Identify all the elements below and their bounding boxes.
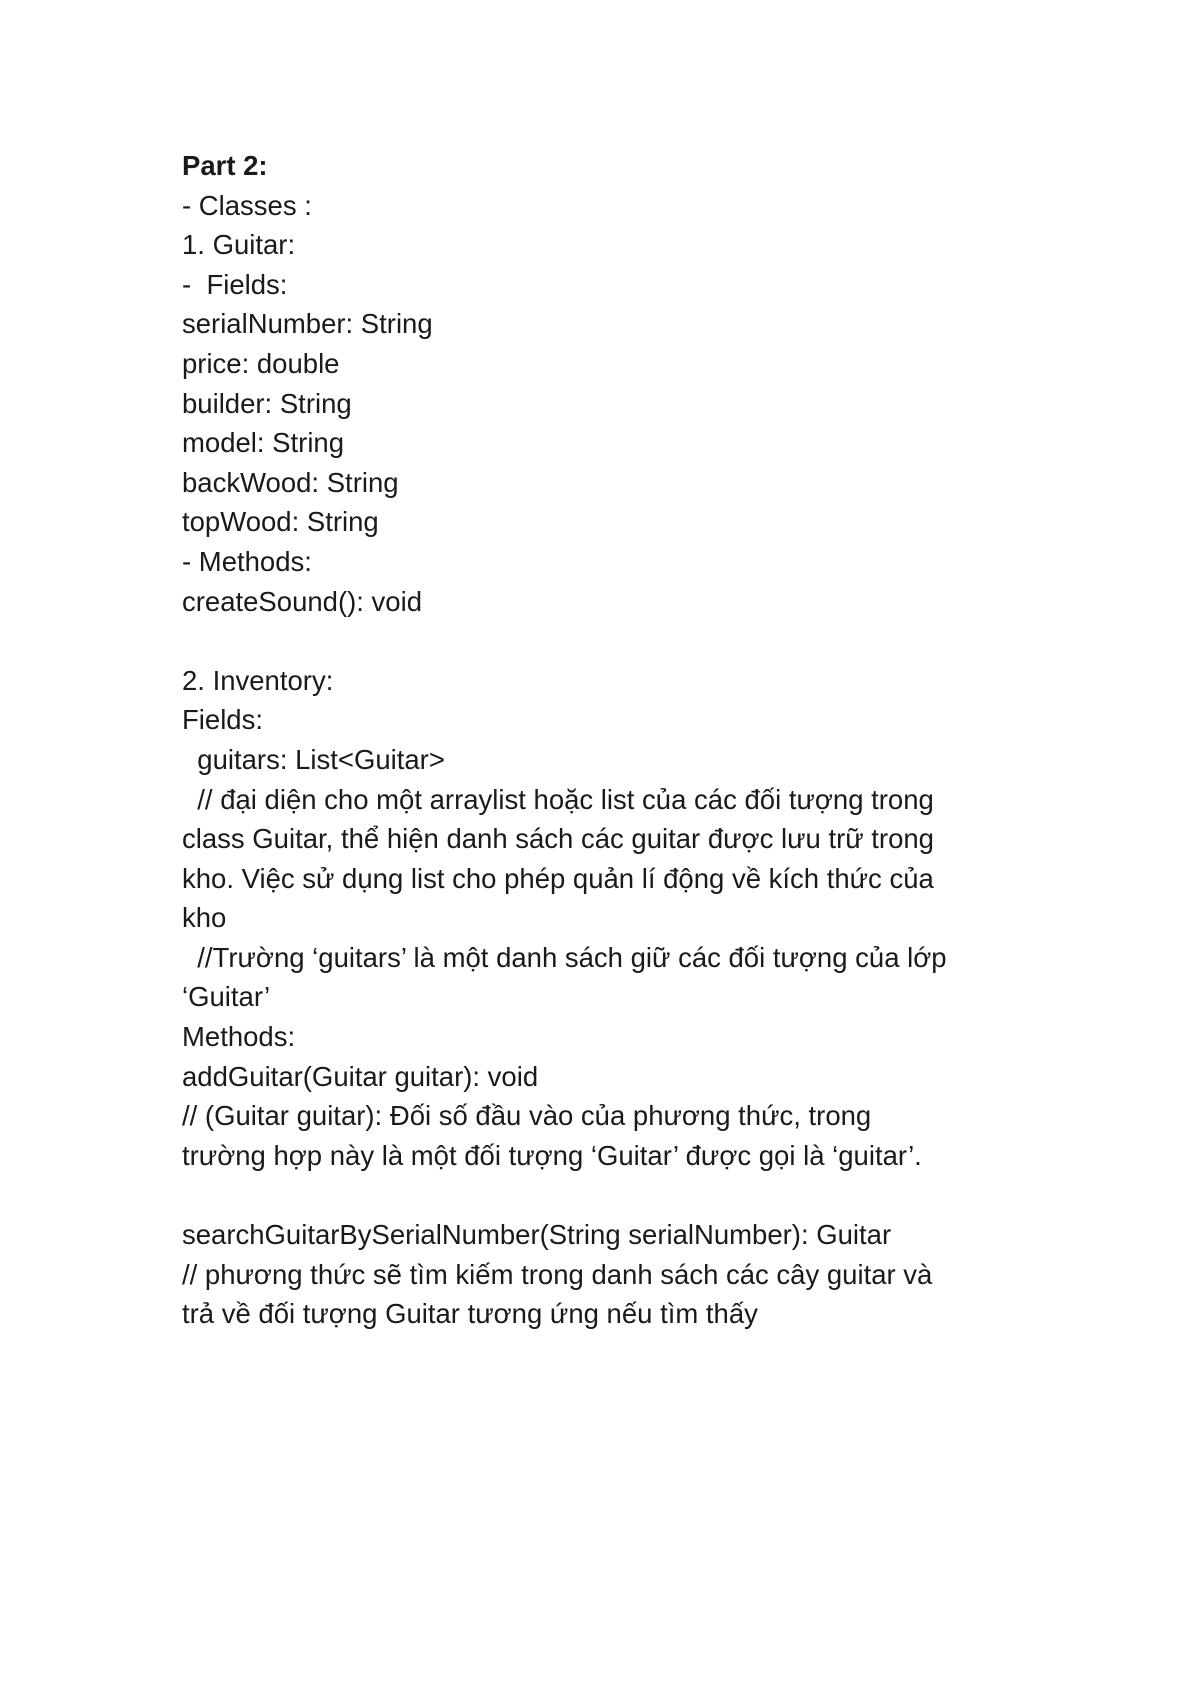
guitar-method: createSound(): void: [182, 585, 422, 617]
guitar-field: serialNumber: String: [182, 308, 433, 340]
blank-line: [182, 621, 1042, 661]
inventory-method-search: searchGuitarBySerialNumber(String serialNumber): Guitar: [182, 1219, 892, 1251]
guitar-class-title: 1. Guitar:: [182, 229, 296, 261]
guitar-field: topWood: String: [182, 506, 379, 538]
inventory-comment-line: kho. Việc sử dụng list cho phép quản lí động về kích thức của: [182, 862, 934, 894]
inventory-comment-line: kho: [182, 902, 227, 934]
inventory-comment-line: // (Guitar guitar): Đối số đầu vào của phương thức, trong: [182, 1100, 872, 1132]
document-body: [182, 146, 1042, 1334]
blank-line: [182, 1175, 1042, 1215]
guitar-field: builder: String: [182, 387, 352, 419]
inventory-comment-line: trường hợp này là một đối tượng ‘Guitar’ được gọi là ‘guitar’.: [182, 1139, 922, 1171]
inventory-method-add: addGuitar(Guitar guitar): void: [182, 1060, 539, 1092]
guitar-field: price: double: [182, 347, 340, 379]
classes-label: - Classes :: [182, 189, 312, 221]
guitar-methods-label: - Methods:: [182, 545, 312, 577]
inventory-class-title: 2. Inventory:: [182, 664, 334, 696]
inventory-fields-label: Fields:: [182, 704, 263, 736]
inventory-comment-line: // phương thức sẽ tìm kiếm trong danh sách các cây guitar và: [182, 1258, 933, 1290]
inventory-comment-line: ‘Guitar’: [182, 981, 271, 1013]
inventory-comment-line: class Guitar, thể hiện danh sách các guitar được lưu trữ trong: [182, 823, 934, 855]
inventory-field-guitars: guitars: List<Guitar>: [182, 743, 445, 775]
inventory-methods-label: Methods:: [182, 1021, 296, 1053]
guitar-field: model: String: [182, 427, 345, 459]
inventory-comment-line: // đại diện cho một arraylist hoặc list của các đối tượng trong: [182, 783, 934, 815]
part-heading: Part 2:: [182, 150, 268, 181]
guitar-fields-label: - Fields:: [182, 268, 288, 300]
inventory-comment-line: trả về đối tượng Guitar tương ứng nếu tìm thấy: [182, 1298, 758, 1330]
guitar-field: backWood: String: [182, 466, 399, 498]
inventory-comment-line: //Trường ‘guitars’ là một danh sách giữ các đối tượng của lớp: [182, 941, 947, 973]
